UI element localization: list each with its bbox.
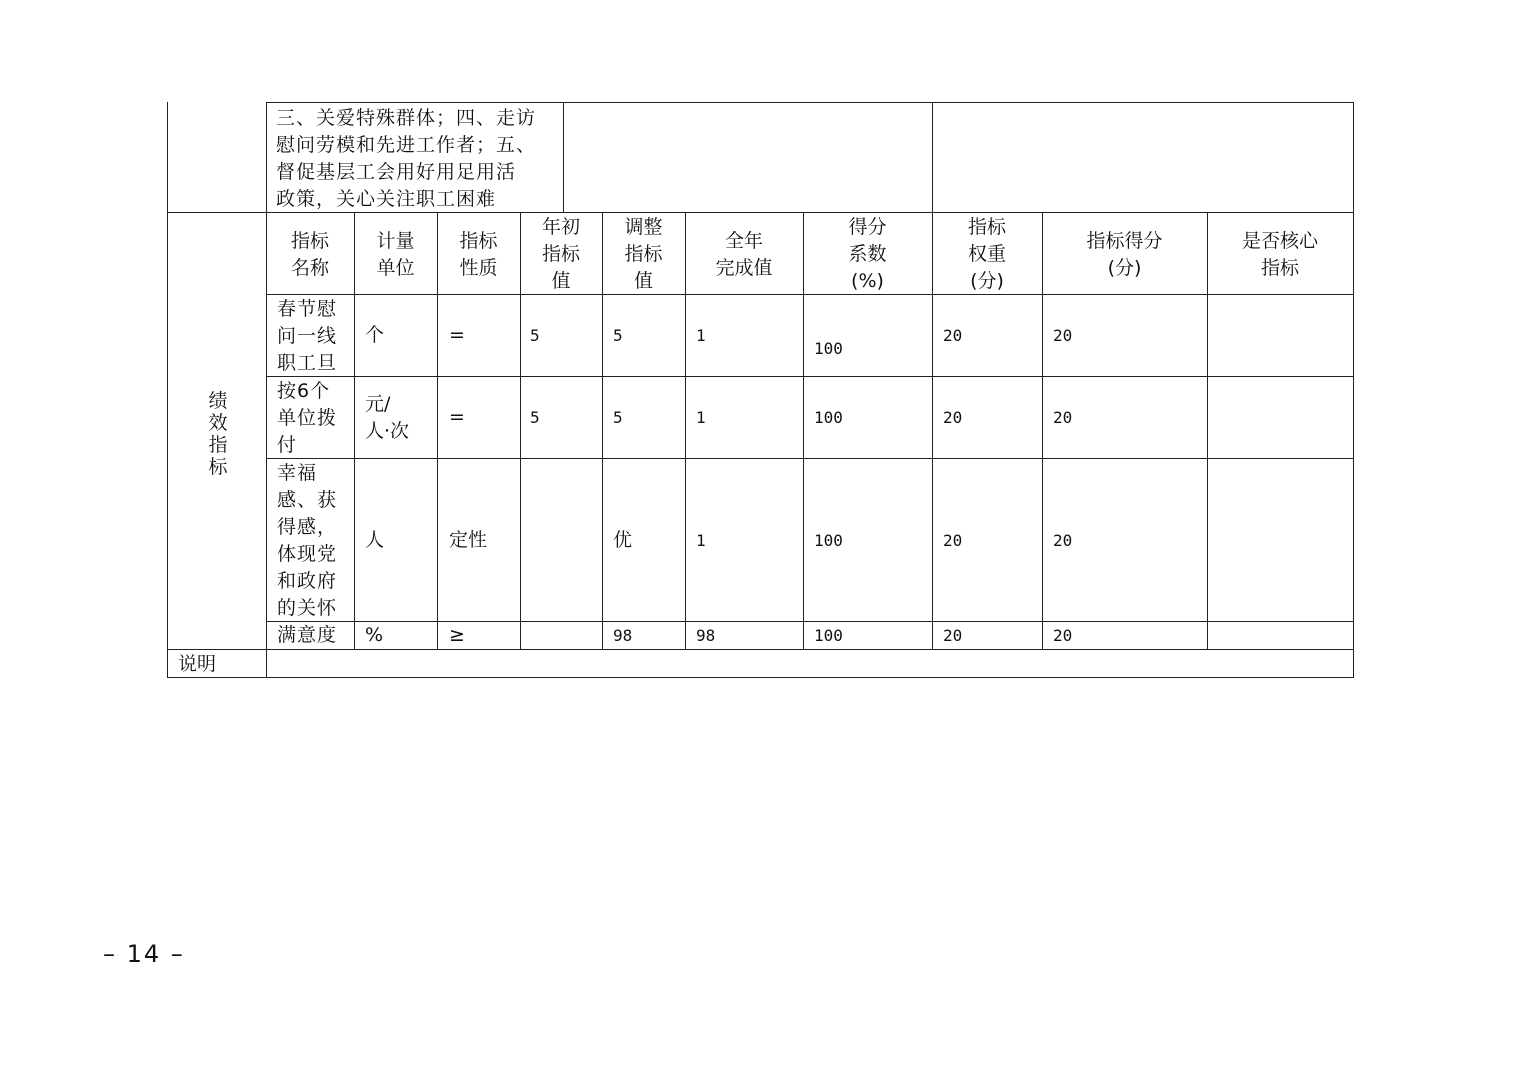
- row-3-weight: 20: [943, 531, 963, 550]
- row-3-coef: 100: [814, 531, 843, 550]
- header-score: 指标得分 (分): [1086, 230, 1163, 279]
- header-score-coef: 得分 系数 (%): [848, 216, 887, 292]
- header-completed: 全年 完成值: [715, 230, 773, 279]
- row-1-completed: 1: [696, 326, 706, 345]
- header-unit: 计量 单位: [376, 230, 415, 279]
- header-indicator-name: 指标 名称: [290, 230, 329, 279]
- header-core: 是否核心 指标: [1241, 230, 1318, 279]
- row-1-adjusted: 5: [613, 326, 623, 345]
- row-2-initial: 5: [530, 408, 540, 427]
- grid-line: [167, 102, 168, 678]
- row-2-nature: =: [449, 406, 465, 428]
- header-nature: 指标 性质: [459, 230, 498, 279]
- row-2-score: 20: [1053, 408, 1073, 427]
- row-1-coef: 100: [814, 339, 843, 358]
- header-initial-target: 年初 指标 值: [541, 216, 580, 292]
- grid-line: [167, 677, 1354, 678]
- row-2-adjusted: 5: [613, 408, 623, 427]
- row-4-nature: ≥: [449, 624, 465, 646]
- row-3-name: 幸福 感、获 得感， 体现党 和政府 的关怀: [277, 462, 338, 619]
- section-label: 绩 效 指 标: [208, 390, 228, 478]
- note-label: 说明: [178, 653, 217, 675]
- header-adjusted-target: 调整 指标 值: [624, 216, 663, 292]
- grid-line: [266, 458, 1354, 459]
- row-2-unit: 元/ 人·次: [365, 393, 410, 442]
- row-4-completed: 98: [696, 626, 716, 645]
- grid-line: [932, 102, 933, 650]
- row-3-adjusted: 优: [613, 529, 633, 551]
- row-3-nature: 定性: [449, 529, 488, 551]
- row-2-completed: 1: [696, 408, 706, 427]
- row-4-score: 20: [1053, 626, 1073, 645]
- row-4-adjusted: 98: [613, 626, 633, 645]
- row-2-name: 按6个 单位拨 付: [277, 380, 338, 456]
- grid-line: [167, 649, 1354, 650]
- row-1-unit: 个: [365, 324, 385, 346]
- grid-line: [1353, 102, 1354, 678]
- row-1-weight: 20: [943, 326, 963, 345]
- row-3-completed: 1: [696, 531, 706, 550]
- row-2-coef: 100: [814, 408, 843, 427]
- header-weight: 指标 权重 (分): [967, 216, 1006, 292]
- work-content-text: 三、关爱特殊群体；四、走访 慰问劳模和先进工作者；五、 督促基层工会用好用足用活 政策，关心关注职工困难: [276, 107, 537, 210]
- row-4-weight: 20: [943, 626, 963, 645]
- row-1-initial: 5: [530, 326, 540, 345]
- row-1-score: 20: [1053, 326, 1073, 345]
- row-1-name: 春节慰 问一线 职工旦: [277, 298, 338, 374]
- grid-line: [266, 621, 1354, 622]
- row-2-weight: 20: [943, 408, 963, 427]
- row-1-nature: =: [449, 324, 465, 346]
- grid-line: [563, 102, 564, 212]
- row-4-name: 满意度: [277, 624, 338, 646]
- grid-line: [266, 102, 1354, 103]
- row-3-score: 20: [1053, 531, 1073, 550]
- grid-line: [266, 376, 1354, 377]
- row-4-coef: 100: [814, 626, 843, 645]
- row-3-unit: 人: [365, 529, 385, 551]
- page-number: – 14 –: [103, 940, 185, 968]
- row-4-unit: %: [365, 624, 384, 646]
- grid-line: [266, 102, 267, 678]
